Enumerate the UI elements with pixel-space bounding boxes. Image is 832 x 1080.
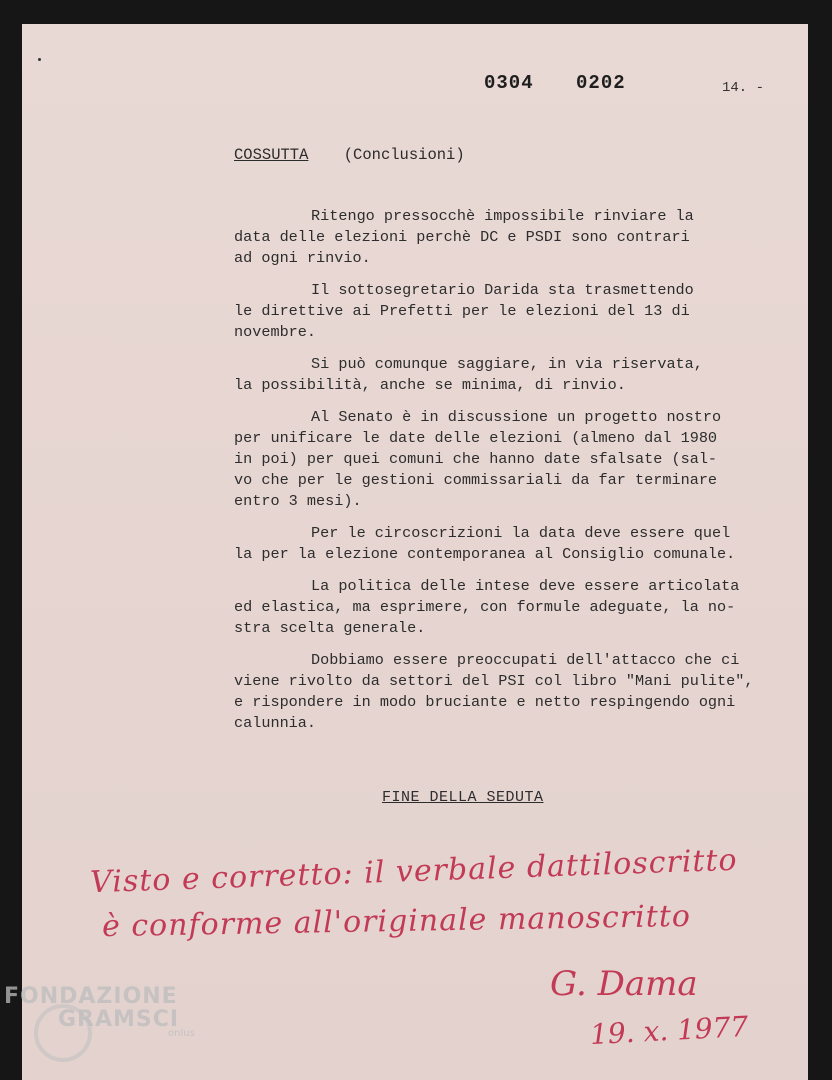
body-text (234, 206, 774, 745)
paragraph: Per le circoscrizioni la data deve essere quel la per la elezione contemporanea al Consiglio comunale. (234, 524, 736, 563)
paragraph: Il sottosegretario Darida sta trasmettendo le direttive ai Prefetti per le elezioni del 13 di novembre. (234, 281, 694, 341)
paragraph: Al Senato è in discussione un progetto nostro per unificare le date delle elezioni (almeno dal 1980 in poi) per quei comuni che hanno date sfalsate (sal- vo che per le gestioni commissariali da far terminare entro 3 mesi). (234, 408, 722, 510)
folio-right: 0202 (576, 72, 626, 94)
handwritten-note-line2: è conforme all'originale manoscritto (101, 898, 692, 945)
watermark-line2: GRAMSCI (58, 1007, 180, 1032)
watermark-logo (4, 984, 195, 1039)
folio-number (484, 72, 656, 94)
paragraph: Si può comunque saggiare, in via riservata, la possibilità, anche se minima, di rinvio. (234, 355, 703, 394)
paragraph: Dobbiamo essere preoccupati dell'attacco che ci viene rivolto da settori del PSI col libro "Mani pulite", e rispondere in modo bruciante e netto respingendo ogni calunnia. (234, 651, 754, 732)
end-of-session: FINE DELLA SEDUTA (382, 789, 544, 806)
signature: G. Dama (550, 964, 698, 1004)
paragraph: La politica delle intese deve essere articolata ed elastica, ma esprimere, con formule adeguate, la no- stra scelta generale. (234, 577, 740, 637)
document-page (22, 24, 808, 1080)
watermark-line3: onlus (168, 1028, 195, 1039)
handwritten-date: 19. x. 1977 (589, 1009, 750, 1052)
speaker-name: COSSUTTA (234, 146, 309, 164)
folio-left: 0304 (484, 72, 534, 94)
paragraph: Ritengo pressocchè impossibile rinviare la data delle elezioni perchè DC e PSDI sono contrari ad ogni rinvio. (234, 207, 694, 267)
section-heading (234, 146, 465, 164)
page-number: 14. - (722, 80, 765, 96)
watermark-line1: FONDAZIONE (4, 984, 178, 1009)
punch-mark (38, 58, 41, 61)
handwritten-note-line1: Visto e corretto: il verbale dattiloscritto (89, 842, 739, 901)
section-title: (Conclusioni) (343, 146, 465, 164)
